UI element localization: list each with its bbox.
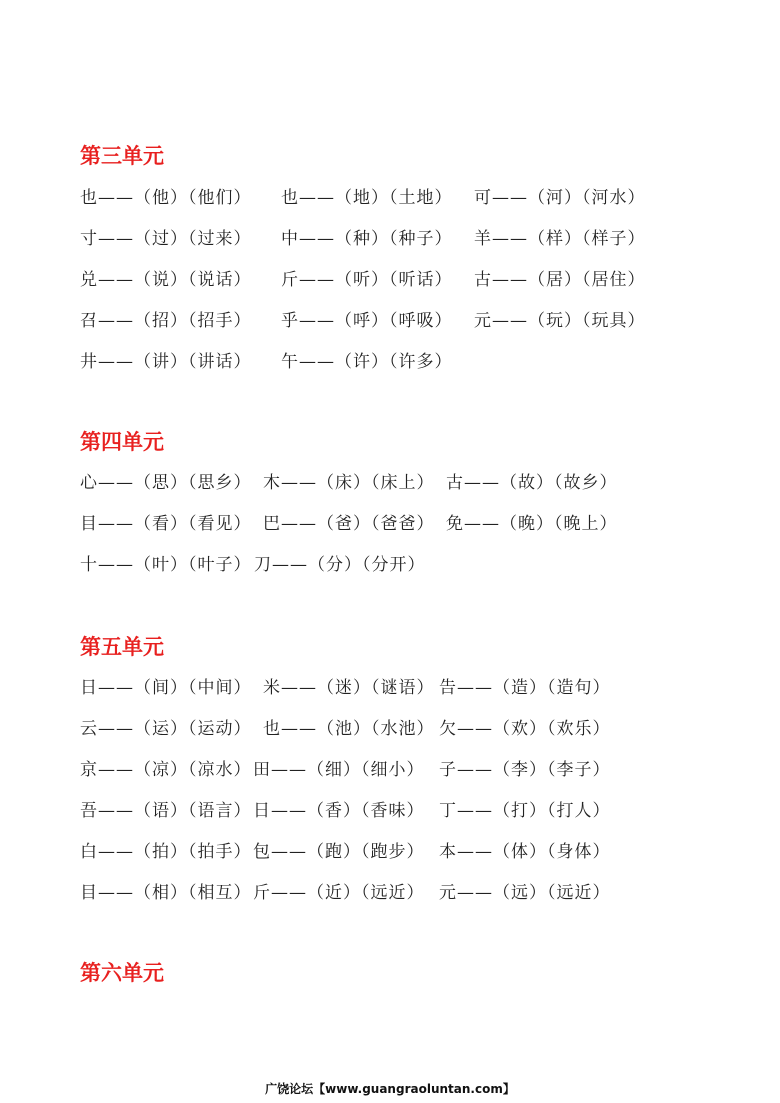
word-entry: 古——（故）（故乡） (446, 473, 618, 493)
word-entry: 十——（叶）（叶子） (80, 555, 252, 575)
unit-4-title: 第四单元 (80, 430, 164, 454)
unit-4-rows (80, 471, 618, 594)
unit-6-section (80, 959, 164, 987)
unit-3-row-2 (80, 227, 646, 268)
word-entry: 刀——（分）（分开） (254, 555, 426, 575)
unit-5-row-4 (80, 799, 611, 840)
unit-5-title: 第五单元 (80, 635, 164, 659)
word-entry: 目——（相）（相互） (80, 883, 252, 903)
word-entry: 目——（看）（看见） (80, 514, 252, 534)
word-entry: 白——（拍）（拍手） (80, 842, 252, 862)
unit-5-row-6 (80, 881, 611, 922)
word-entry: 云——（运）（运动） (80, 719, 252, 739)
unit-3-section (80, 142, 646, 391)
unit-5-row-1 (80, 676, 611, 717)
word-entry: 羊——（样）（样子） (474, 229, 646, 249)
word-entry: 本——（体）（身体） (439, 842, 611, 862)
word-entry: 日——（香）（香味） (253, 801, 425, 821)
word-entry: 斤——（近）（远近） (253, 883, 425, 903)
word-entry: 寸——（过）（过来） (80, 229, 252, 249)
unit-6-title: 第六单元 (80, 961, 164, 985)
unit-3-row-1 (80, 186, 646, 227)
word-entry: 可——（河）（河水） (474, 188, 646, 208)
word-entry: 也——（池）（水池） (263, 719, 435, 739)
word-entry: 米——（迷）（谜语） (263, 678, 435, 698)
word-entry: 中——（种）（种子） (281, 229, 453, 249)
word-entry: 古——（居）（居住） (474, 270, 646, 290)
word-entry: 午——（许）（许多） (281, 352, 453, 372)
word-entry: 日——（间）（中间） (80, 678, 252, 698)
footer-source: 广饶论坛【www.guangraoluntan.com】 (265, 1082, 515, 1096)
word-entry: 斤——（听）（听话） (281, 270, 453, 290)
word-entry: 也——（他）（他们） (80, 188, 252, 208)
word-entry: 元——（玩）（玩具） (474, 311, 646, 331)
word-entry: 吾——（语）（语言） (80, 801, 252, 821)
word-entry: 田——（细）（细小） (253, 760, 425, 780)
unit-4-section (80, 428, 618, 594)
word-entry: 兑——（说）（说话） (80, 270, 252, 290)
word-entry: 丁——（打）（打人） (439, 801, 611, 821)
unit-3-row-4 (80, 309, 646, 350)
word-entry: 京——（凉）（凉水） (80, 760, 252, 780)
word-entry: 包——（跑）（跑步） (253, 842, 425, 862)
unit-4-row-1 (80, 471, 618, 512)
word-entry: 也——（地）（土地） (281, 188, 453, 208)
word-entry: 乎——（呼）（呼吸） (281, 311, 453, 331)
unit-5-row-2 (80, 717, 611, 758)
word-entry: 井——（讲）（讲话） (80, 352, 252, 372)
unit-5-row-5 (80, 840, 611, 881)
word-entry: 木——（床）（床上） (263, 473, 435, 493)
unit-3-title: 第三单元 (80, 144, 164, 168)
unit-3-row-3 (80, 268, 646, 309)
word-entry: 元——（远）（远近） (439, 883, 611, 903)
word-entry: 召——（招）（招手） (80, 311, 252, 331)
word-entry: 告——（造）（造句） (439, 678, 611, 698)
word-entry: 子——（李）（李子） (439, 760, 611, 780)
unit-5-row-3 (80, 758, 611, 799)
word-entry: 巴——（爸）（爸爸） (263, 514, 435, 534)
unit-5-section (80, 633, 611, 922)
word-entry: 免——（晚）（晚上） (446, 514, 618, 534)
word-entry: 欠——（欢）（欢乐） (439, 719, 611, 739)
unit-4-row-2 (80, 512, 618, 553)
unit-3-rows (80, 186, 646, 391)
unit-4-row-3 (80, 553, 426, 594)
word-entry: 心——（思）（思乡） (80, 473, 252, 493)
unit-3-row-5 (80, 350, 453, 391)
unit-5-rows (80, 676, 611, 922)
